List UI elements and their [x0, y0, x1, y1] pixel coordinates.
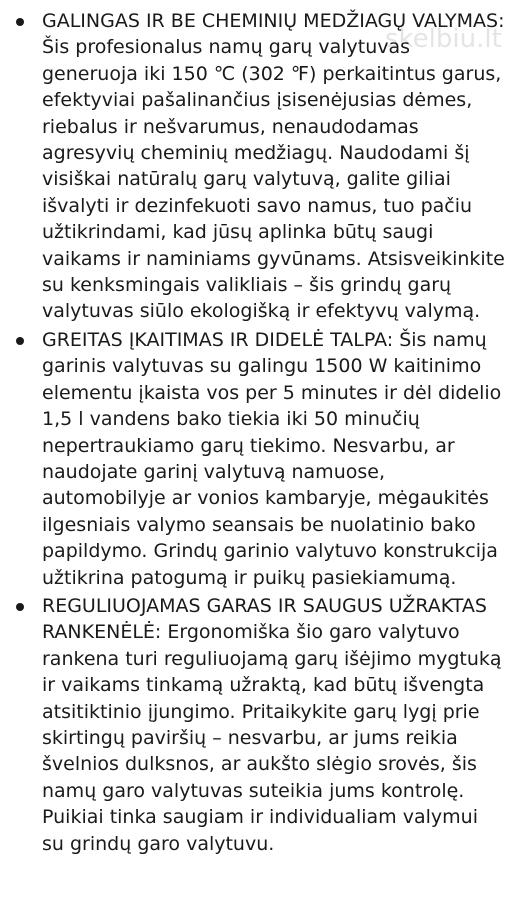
list-item: [0, 8, 509, 325]
list-item: [0, 593, 509, 857]
bullet-icon: [16, 18, 24, 26]
bullet-text: GALINGAS IR BE CHEMINIŲ MEDŽIAGŲ VALYMAS: Šis profesionalus namų garų valytuvas generuoja iki 150 ℃ (302 ℉) perkaitintus garus, efektyviai pašalinančius įsisenėjusias dėmes, riebalus ir nešvarumus, nenaudodamas agresyvių cheminių medžiagų. Naudodami šį visiškai natūralų garų valytuvą, galite giliai išvalyti ir dezinfekuoti savo namus, tuo pačiu užtikrindami, kad jūsų aplinka būtų saugi vaikams ir naminiams gyvūnams. Atsisveikinkite su kenksmingais valikliais – šis grindų garų valytuvas siūlo ekologišką ir efektyvų valymą.: [42, 10, 505, 323]
bullet-text: REGULIUOJAMAS GARAS IR SAUGUS UŽRAKTAS RANKENĖLĖ: Ergonomiška šio garo valytuvo rankena turi reguliuojamą garų išėjimo mygtuką ir vaikams tinkamą užraktą, kad būtų išvengta atsitiktinio įjungimo. Pritaikykite garų lygį prie skirtingų paviršių – nesvarbu, ar jums reikia švelnios dulksnos, ar aukšto slėgio srovės, šis namų garo valytuvas suteikia jums kontrolę. Puikiai tinka saugiam ir individualiam valymui su grindų garo valytuvu.: [42, 594, 502, 855]
watermark: skelbiu.lt: [385, 24, 502, 54]
bullet-icon: [16, 337, 24, 345]
list-item: [0, 327, 509, 591]
bullet-text: GREITAS ĮKAITIMAS IR DIDELĖ TALPA: Šis namų garinis valytuvas su galingu 1500 W kaitinimo elementu įkaista vos per 5 minutes ir dėl didelio 1,5 l vandens bako tiekia iki 50 minučių nepertraukiamo garų tiekimo. Nesvarbu, ar naudojate garinį valytuvą namuose, automobilyje ar vonios kambaryje, mėgaukitės ilgesniais valymo seansais be nuolatinio bako papildymo. Grindų garinio valytuvo konstrukcija užtikrina patogumą ir puikų pasiekiamumą.: [42, 328, 502, 589]
bullet-icon: [16, 603, 24, 611]
feature-bullet-list: [0, 8, 509, 859]
